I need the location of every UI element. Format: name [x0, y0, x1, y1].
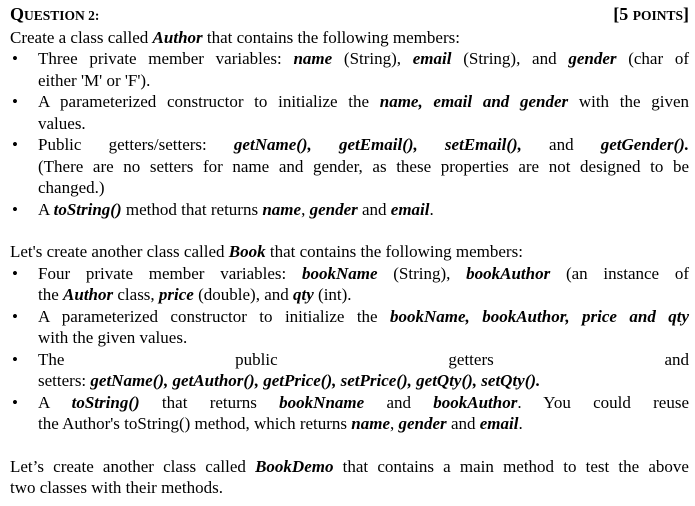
text-span: changed.)	[38, 178, 105, 197]
text-span: bookNname	[279, 392, 365, 412]
text-span: (char of	[616, 49, 689, 68]
text-span: values.	[38, 113, 86, 133]
text-span: A	[38, 199, 54, 219]
question-title	[10, 4, 99, 27]
text-span: toString()	[71, 392, 140, 412]
text-span: gender	[568, 49, 617, 68]
points-close: ]	[683, 4, 689, 24]
list-item	[10, 134, 689, 199]
text-span: .	[518, 414, 523, 433]
text-span: that contains the following members:	[265, 242, 523, 261]
text-span: bookAuthor	[433, 392, 518, 412]
text-span: . You could reuse	[517, 392, 690, 412]
text-span: method that returns	[121, 199, 263, 219]
book-members-list	[10, 263, 689, 435]
list-item	[10, 306, 689, 349]
author-class-name: Author	[152, 27, 203, 47]
text-span: with the given	[568, 92, 689, 111]
text-span: getGender().	[600, 135, 690, 154]
text-span: name	[293, 49, 333, 68]
bookdemo-line-2: two classes with their methods.	[10, 478, 223, 497]
text-span: • The public getters and	[38, 349, 689, 369]
text-span: getName(), getAuthor(), getPrice(), setPrice(), getQty(), setQty().	[90, 371, 541, 390]
text-span: bookName	[302, 263, 378, 283]
text-span: gender	[398, 414, 447, 433]
text-span: (String), and	[451, 49, 569, 68]
text-span: the Author's toString() method, which returns	[38, 414, 352, 433]
book-intro	[10, 241, 689, 263]
text-span: that returns	[139, 392, 280, 412]
text-span: (String),	[377, 263, 467, 283]
text-span: ,	[301, 199, 310, 219]
text-span: getName(), getEmail(), setEmail(),	[233, 135, 522, 154]
text-span: email	[390, 199, 430, 219]
text-span: (double), and	[193, 285, 293, 304]
text-span: class,	[113, 285, 159, 304]
text-span: ,	[390, 414, 399, 433]
book-class-name: Book	[228, 242, 266, 261]
text-span: and	[521, 135, 601, 154]
text-span: and	[446, 414, 480, 433]
text-span: Let's create another class called	[10, 242, 229, 261]
points-word: POINTS	[632, 8, 683, 23]
text-span: .	[429, 199, 434, 219]
list-item	[10, 392, 689, 435]
text-span: bookName, bookAuthor, price and qty	[390, 306, 690, 326]
question-title-initial: Q	[10, 4, 25, 24]
question-header	[10, 4, 689, 27]
text-span: and	[357, 199, 391, 219]
text-span: toString()	[53, 199, 122, 219]
text-span: A	[38, 392, 72, 412]
text-span: either 'M' or 'F').	[38, 70, 151, 90]
text-span: email	[412, 49, 452, 68]
text-span: that contains a main method to test the above	[333, 456, 689, 476]
text-span: A parameterized constructor to initialize the	[38, 306, 391, 326]
author-intro	[10, 27, 689, 49]
bookdemo-class-name: BookDemo	[255, 456, 334, 476]
text-span: Three private member variables:	[38, 49, 294, 68]
text-span: gender	[309, 199, 358, 219]
text-span: name, email and gender	[379, 92, 569, 111]
list-item	[10, 199, 689, 221]
text-span: (an instance of	[550, 263, 689, 283]
text-span: (There are no setters for name and gender, as these properties are not designed to be	[38, 156, 689, 176]
text-span: Four private member variables:	[38, 263, 302, 283]
text-span: qty	[293, 285, 314, 304]
question-points	[613, 4, 689, 27]
text-span: that contains the following members:	[202, 27, 460, 47]
text-span: Let’s create another class called	[10, 456, 256, 476]
bookdemo-line-1	[10, 456, 689, 478]
points-open: [5	[613, 4, 633, 24]
text-span: price	[158, 285, 194, 304]
text-span: name	[351, 414, 391, 433]
text-span: Create a class called	[10, 27, 153, 47]
list-item	[10, 91, 689, 134]
list-item	[10, 48, 689, 91]
question-title-rest: UESTION 2:	[24, 8, 100, 23]
text-span: the	[38, 285, 64, 304]
author-members-list	[10, 48, 689, 220]
list-item	[10, 349, 689, 392]
text-span: bookAuthor	[466, 263, 551, 283]
text-span: Author	[63, 285, 114, 304]
text-span: A parameterized constructor to initialize the	[38, 92, 380, 111]
text-span: (String),	[332, 49, 413, 68]
text-span: email	[479, 414, 519, 433]
text-span: setters:	[38, 371, 91, 390]
text-span: (int).	[313, 285, 352, 304]
text-span: and	[364, 392, 434, 412]
text-span: with the given values.	[38, 328, 188, 347]
list-item	[10, 263, 689, 306]
text-span: Public getters/setters:	[38, 135, 234, 154]
text-span: name	[262, 199, 302, 219]
